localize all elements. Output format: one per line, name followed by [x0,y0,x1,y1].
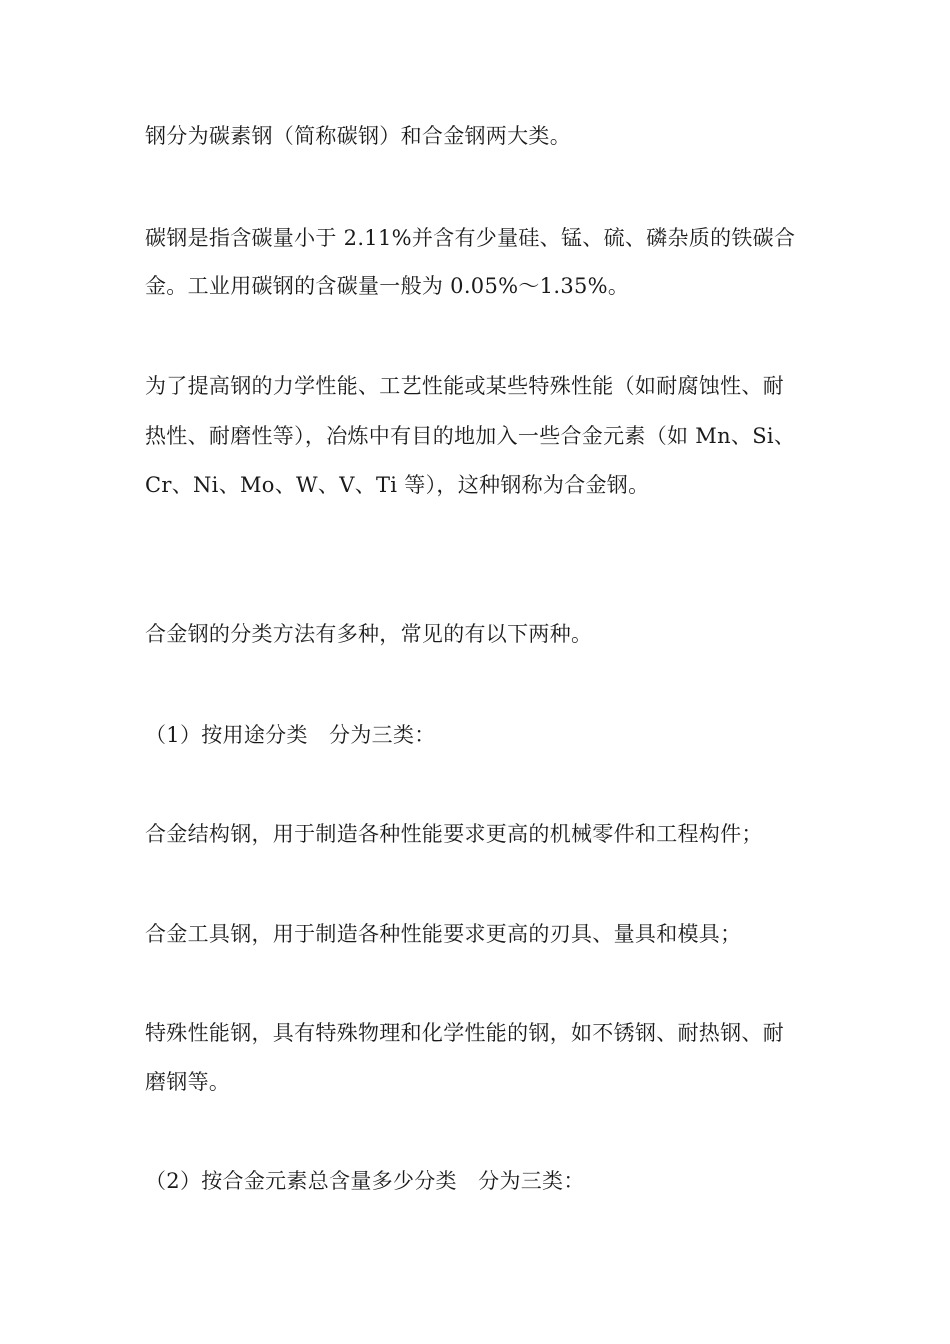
text-line: 为了提高钢的力学性能、工艺性能或某些特殊性能（如耐腐蚀性、耐 [145,374,784,398]
text-line: 合金工具钢，用于制造各种性能要求更高的刃具、量具和模具； [145,922,742,946]
text-line: 钢分为碳素钢（简称碳钢）和合金钢两大类。 [145,124,571,148]
text-line: 合金钢的分类方法有多种，常见的有以下两种。 [145,622,593,646]
text-line: 合金结构钢，用于制造各种性能要求更高的机械零件和工程构件； [145,822,763,846]
text-line: 热性、耐磨性等），冶炼中有目的地加入一些合金元素（如 Mn、Si、 [145,424,796,448]
text-line: （1）按用途分类 分为三类： [145,723,436,747]
text-line: 碳钢是指含碳量小于 2.11%并含有少量硅、锰、硫、磷杂质的铁碳合 [145,226,796,250]
text-line: 金。工业用碳钢的含碳量一般为 0.05%～1.35%。 [145,274,630,298]
text-line: （2）按合金元素总含量多少分类 分为三类： [145,1169,585,1193]
text-line: 特殊性能钢，具有特殊物理和化学性能的钢，如不锈钢、耐热钢、耐 [145,1021,784,1045]
text-line: Cr、Ni、Mo、W、V、Ti 等），这种钢称为合金钢。 [145,473,650,497]
text-line: 磨钢等。 [145,1070,231,1094]
